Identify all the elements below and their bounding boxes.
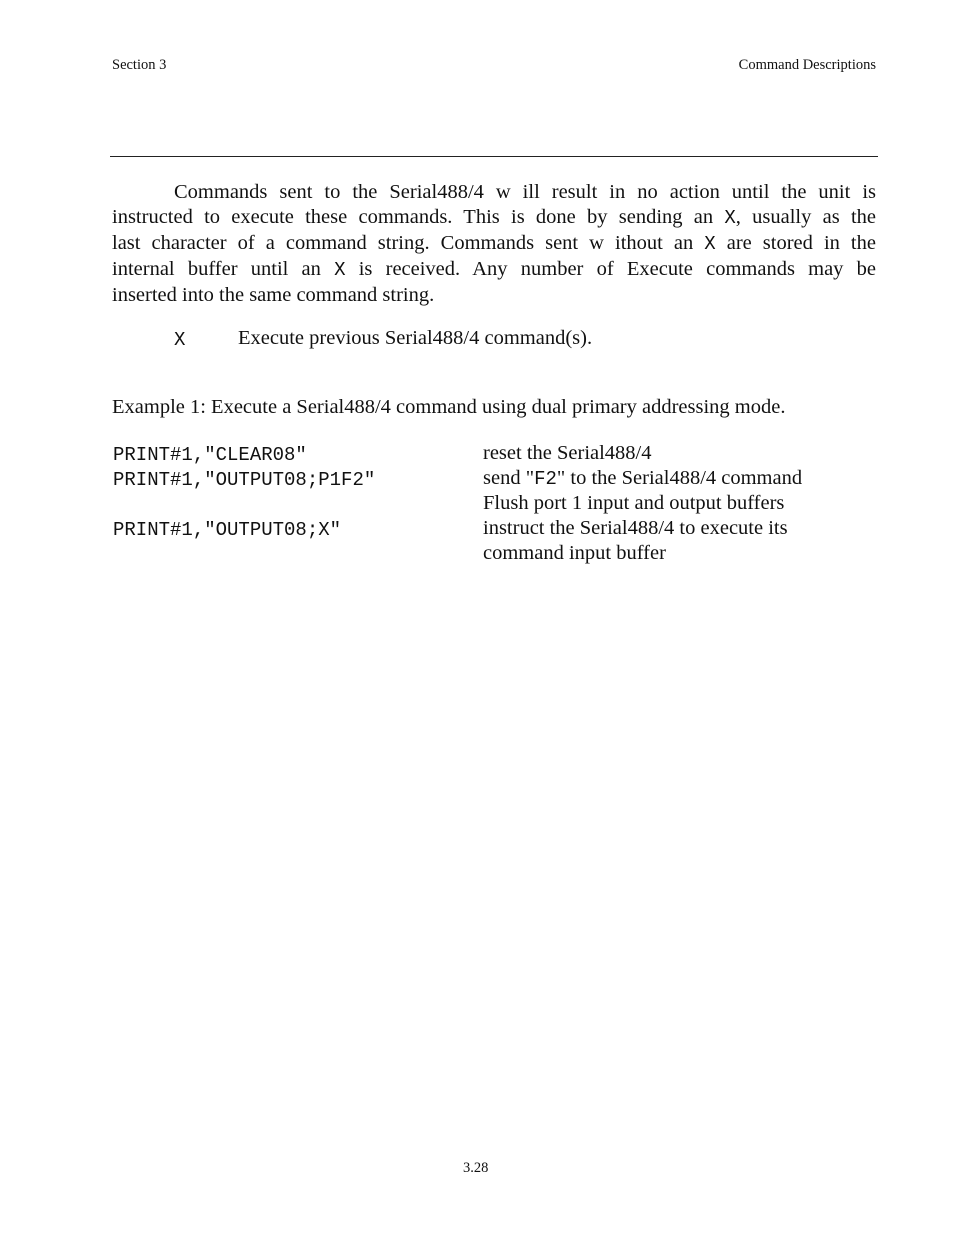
- example-comment: Flush port 1 input and output buffers: [483, 492, 785, 514]
- example-comment: instruct the Serial488/4 to execute its: [483, 517, 788, 539]
- header-section-label: Section 3: [112, 57, 167, 73]
- inline-code: F2: [534, 468, 557, 490]
- example-title: Example 1: Execute a Serial488/4 command using dual primary addressing mode.: [112, 396, 786, 418]
- paragraph-line: inserted into the same command string.: [112, 284, 435, 306]
- inline-code: X: [704, 233, 716, 255]
- example-code-line: PRINT#1,"CLEAR08": [113, 444, 307, 466]
- example-code-line: PRINT#1,"OUTPUT08;X": [113, 519, 342, 541]
- inline-code: X: [334, 259, 346, 281]
- example-comment: send "F2" to the Serial488/4 command: [483, 467, 803, 490]
- header-chapter-title: Command Descriptions: [738, 57, 876, 73]
- inline-code: X: [724, 207, 736, 229]
- paragraph-line: internal buffer until an X is received. Any number of Execute commands may be: [112, 258, 876, 281]
- paragraph-line: Commands sent to the Serial488/4 w ill result in no action until the unit is: [174, 181, 876, 203]
- paragraph-line: instructed to execute these commands. This is done by sending an X, usually as the: [112, 206, 876, 229]
- command-code: X: [174, 329, 186, 351]
- intro-paragraph: [112, 180, 876, 308]
- paragraph-line: last character of a command string. Commands sent w ithout an X are stored in the: [112, 232, 876, 255]
- example-code-line: PRINT#1,"OUTPUT08;P1F2": [113, 469, 376, 491]
- example-comment: reset the Serial488/4: [483, 442, 652, 464]
- header-rule: [110, 156, 878, 157]
- command-description: Execute previous Serial488/4 command(s).: [238, 327, 593, 349]
- page-number: 3.28: [463, 1160, 489, 1176]
- example-comment: command input buffer: [483, 542, 666, 564]
